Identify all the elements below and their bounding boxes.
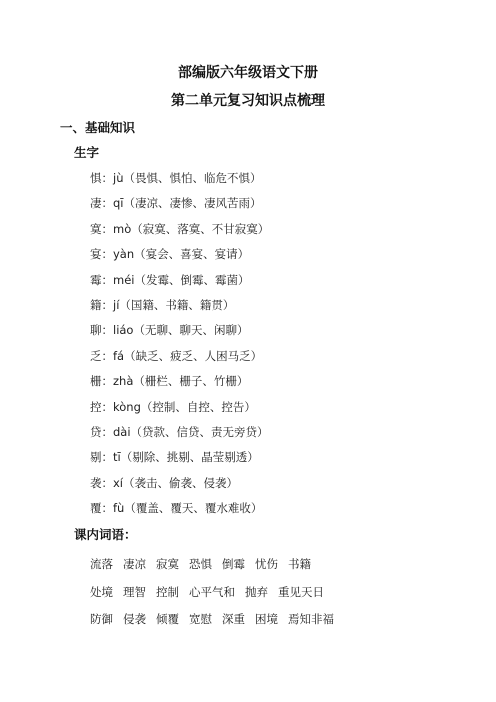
vocab-row (90, 556, 470, 584)
vocab-word: 宽慰 (189, 612, 212, 626)
vocab-word: 侵袭 (123, 612, 146, 626)
vocab-word: 流落 (90, 557, 113, 571)
vocab-word: 焉知非福 (288, 612, 334, 626)
vocab-word: 凄凉 (123, 557, 146, 571)
char-item: 惧：jù（畏惧、惧怕、临危不惧） (90, 171, 262, 185)
vocab-word: 寂寞 (156, 557, 179, 571)
char-item: 栅：zhà（栅栏、栅子、竹栅） (90, 374, 249, 389)
char-item: 乏：fá（缺乏、疲乏、人困马乏） (90, 348, 263, 363)
vocab-word: 防御 (90, 612, 113, 626)
char-item: 霉：méi（发霉、倒霉、霉菌） (90, 272, 250, 287)
char-item: 寞：mò（寂寞、落寞、不甘寂寞） (90, 221, 270, 236)
vocab-word: 理智 (123, 584, 146, 599)
vocab-word: 处境 (90, 584, 113, 599)
vocab-word: 忧伤 (255, 557, 278, 571)
char-item: 凄：qī（凄凉、凄惨、凄风苦雨） (90, 196, 262, 211)
document-subtitle: 第二单元复习知识点梳理 (171, 93, 325, 109)
char-item: 贷：dài（贷款、信贷、责无旁贷） (90, 424, 269, 439)
char-list (90, 170, 470, 525)
char-item: 宴：yàn（宴会、喜宴、宴请） (90, 247, 250, 262)
vocab-word: 控制 (156, 584, 179, 599)
char-item: 控：kòng（控制、自控、控告） (90, 399, 256, 414)
vocab-list (90, 556, 470, 639)
vocab-word: 倾覆 (156, 612, 179, 626)
vocab-word: 抛弃 (245, 584, 268, 599)
char-item: 剔：tī（剔除、挑剔、晶莹剔透） (90, 450, 259, 465)
vocab-row (90, 611, 470, 639)
section-heading-basic: 一、基础知识 (60, 120, 136, 135)
char-item: 籍：jí（国籍、书籍、籍贯） (90, 297, 235, 312)
vocab-row (90, 584, 470, 612)
subheading-vocab: 课内词语： (74, 527, 137, 542)
vocab-word: 心平气和 (189, 584, 235, 599)
char-item: 覆：fù（覆盖、覆天、覆水难收） (90, 501, 263, 516)
vocab-word: 恐惧 (189, 557, 212, 571)
vocab-word: 困境 (255, 612, 278, 626)
char-item: 聊：liáo（无聊、聊天、闲聊） (90, 323, 249, 338)
vocab-word: 深重 (222, 612, 245, 626)
char-item: 袭：xí（袭击、偷袭、侵袭） (90, 475, 238, 490)
document-title: 部编版六年级语文下册 (178, 65, 318, 81)
subheading-chars: 生字 (74, 145, 100, 160)
vocab-word: 重见天日 (278, 584, 324, 599)
vocab-word: 倒霉 (222, 557, 245, 571)
vocab-word: 书籍 (288, 557, 311, 571)
